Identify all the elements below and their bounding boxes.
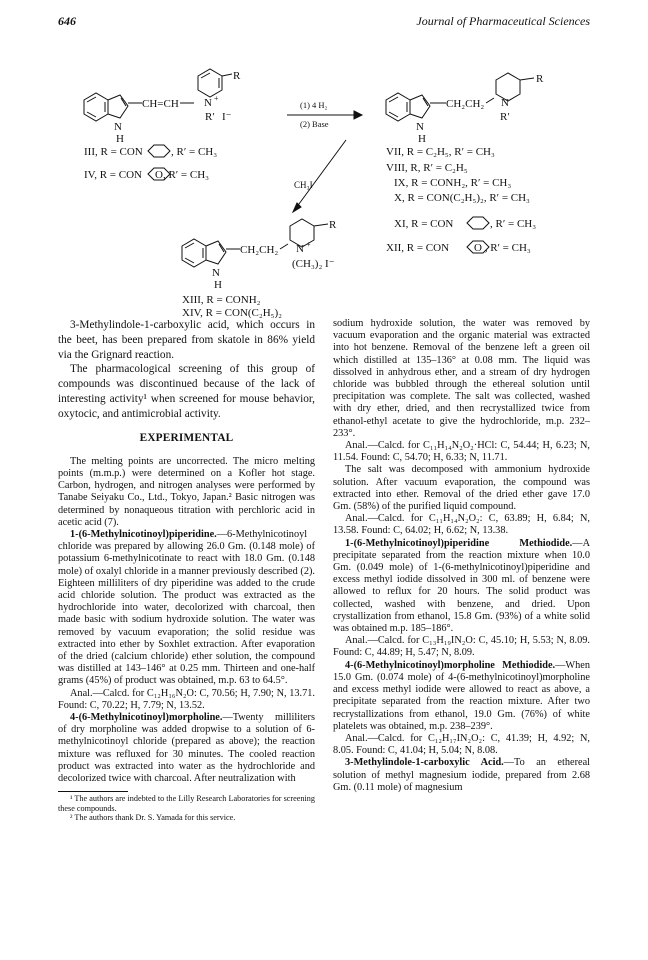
journal-title: Journal of Pharmaceutical Sciences xyxy=(416,14,590,28)
analysis-paragraph: Anal.—Calcd. for C₁₁H₁₄N₂O₂: C, 63.89; H, 6.84; N, 13.58. Found: C, 64.02; H, 6.62; N, 13.38. xyxy=(333,513,590,537)
footnote-rule xyxy=(58,791,128,792)
body-paragraph: 3-Methylindole-1-carboxylic acid, which occurs in the beet, has been prepared from skatole in 86% yield via the Grignard reaction. xyxy=(58,319,315,361)
right-column xyxy=(333,318,590,794)
body-text: —When 15.0 Gm. (0.074 mole) of 4-(6-methylnicotinoyl)morpholine and excess methyl iodide were allowed to react as above, a precipitate separated from the reaction mixture. After two recrystallizations from ethanol, 19.0 Gm. (76%) of white platelets was obtained, m.p. 238–239°. xyxy=(333,659,590,732)
analysis-paragraph: Anal.—Calcd. for C₁₁H₁₄N₂O₂·HCl: C, 54.44; H, 6.23; N, 11.54. Found: C, 54.70; H, 6.33; N, 11.71. xyxy=(333,440,590,464)
analysis-paragraph: Anal.—Calcd. for C₁₃H₁₉IN₂O: C, 45.10; H, 5.53; N, 8.09. Found: C, 44.89; H, 5.47; N, 8.09. xyxy=(333,635,590,659)
body-paragraph: sodium hydroxide solution, the water was removed by vacuum evaporation and the organic material was extracted into hot benzene. Removal of the benzene left a green oil which distilled at 135–136° at 0.08 mm. The liquid was dissolved in anhydrous ether, and a stream of dry hydrogen chloride was bubbled through the ethereal solution until precipitation was complete. The salt was collected, washed with dry ether, dried, and then recrystallized twice from ethanol-ethyl acetate to give the hydrochloride, m.p. 232–233°. xyxy=(333,318,590,439)
footnote: ² The authors thank Dr. S. Yamada for this service. xyxy=(70,813,236,823)
n-label: N xyxy=(501,97,509,109)
subsection-title: 4-(6-Methylnicotinoyl)morpholine. xyxy=(70,712,223,724)
body-text: —Twenty milliliters of dry morpholine was added dropwise to a solution of 6-methylnicotinoyl chloride (prepared as above); the reaction mixture was refluxed for 30 minutes. The cooled reaction product was extracted into water as the hydrochloride and decolorized twice with charcoal. After neutralization with xyxy=(58,712,315,785)
compound-label: XI, R = CON xyxy=(394,218,454,230)
body-text: —To an ethereal solution of methyl magnesium iodide, prepared from 2.68 Gm. (0.11 mole) of magnesium xyxy=(333,757,590,793)
compound-label: IX, R = CONH₂, R′ = CH₃ xyxy=(394,177,512,189)
compound-label: X, R = CON(C₂H₅)₂, R′ = CH₃ xyxy=(394,192,530,204)
body-text: —6-Methylnicotinoyl chloride was prepared by allowing 26.0 Gm. (0.148 mole) of potassium 6-methylnicotinate to react with 18.0 Gm. (0.148 mole) of oxalyl chloride in a manner previously described (2). Eighteen milliliters of dry piperidine was added to the crude acid chloride solution. The product was extracted as the hydrochloride into water, decolorized with charcoal, then made basic with sodium hydroxide solution. The water was removed by vacuum evaporation; the solid residue was extracted into ether by Soxhlet extraction. After evaporation of the dried (calcium chloride) ether solution, the compound was distilled at 143–146° at 0.25 mm. Thirteen and one-half grams (45%) of product was obtained, m.p. 63 to 64.5°. xyxy=(58,529,315,687)
compound-label: VII, R = C₂H₅, R′ = CH₃ xyxy=(386,146,495,158)
compound-label: , R′ = CH₃ xyxy=(171,146,218,158)
iodide-label: I⁻ xyxy=(222,111,232,123)
reagent-label: CH₃I xyxy=(294,180,313,190)
analysis-paragraph: Anal.—Calcd. for C₁₂H₁₆N₂O: C, 70.56; H, 7.90; N, 13.71. Found: C, 70.22; H, 7.79; N, 13.52. xyxy=(58,687,315,711)
compound-label: III, R = CON xyxy=(84,146,143,158)
r-label: R xyxy=(536,73,544,85)
analysis-paragraph: Anal.—Calcd. for C₁₂H₁₇IN₂O₂: C, 41.39; H, 4.92; N, 8.05. Found: C, 41.04; H, 5.04; N, 8.08. xyxy=(333,732,590,757)
compound-label: O , R′ = CH₃ xyxy=(474,242,531,254)
nh-label: N xyxy=(416,121,424,133)
methylation-arrow xyxy=(296,140,346,208)
r-label: R xyxy=(233,70,241,82)
arrow-step1: (1) 4 H₂ xyxy=(300,100,328,110)
n-plus-label: N xyxy=(296,243,304,255)
body-paragraph: The melting points are uncorrected. The micro melting points (m.m.p.) were determined on a Kofler hot stage. Carbon, hydrogen, and nitrogen analyses were performed by Tanabe Seiyaku Co., Ltd., Tokyo, Japan.² Basic nitrogen was determined by nonaqueous titration with perchloric acid in acetic acid (7). xyxy=(58,455,315,528)
vinyl-label: CH=CH xyxy=(142,98,179,110)
r-prime-label: R′ xyxy=(205,111,215,123)
h-label: H xyxy=(116,133,124,145)
page-number: 646 xyxy=(58,14,76,28)
body-paragraph: The pharmacological screening of this group of compounds was discontinued because of the lack of interesting activity¹ when screened for mouse behavior, oxytocic, and antimicrobial activity. xyxy=(58,363,315,420)
arrow-step2: (2) Base xyxy=(300,119,329,129)
compound-label: XIII, R = CONH₂ xyxy=(182,294,261,306)
compound-label: XIV, R = CON(C₂H₅)₂ xyxy=(182,307,283,318)
left-column xyxy=(58,318,315,823)
reaction-scheme xyxy=(0,0,648,318)
subsection-title: 1-(6-Methylnicotinoyl)piperidine Methiodide. xyxy=(345,537,573,549)
piperidine-ring-icon xyxy=(148,145,170,157)
svg-text:+: + xyxy=(306,240,311,249)
methyls-label: (CH₃)₂ I⁻ xyxy=(292,258,335,270)
r-label: R xyxy=(329,219,337,231)
r-prime-label: R′ xyxy=(500,111,510,123)
pyridinium-ring xyxy=(198,69,232,97)
subsection-title: 4-(6-Methylnicotinoyl)morpholine Methiodide. xyxy=(345,659,556,671)
piperidine-ring-icon xyxy=(467,217,489,229)
subsection-title: 3-Methylindole-1-carboxylic Acid. xyxy=(345,757,504,769)
svg-text:+: + xyxy=(214,94,219,103)
section-heading: EXPERIMENTAL xyxy=(139,431,234,444)
compound-label: O, R′ = CH₃ xyxy=(155,169,210,181)
ethyl-label: CH₂CH₂ xyxy=(240,244,279,256)
h-label: H xyxy=(418,133,426,145)
nh-label: N xyxy=(114,121,122,133)
ethyl-label: CH₂CH₂ xyxy=(446,98,485,110)
subsection-title: 1-(6-Methylnicotinoyl)piperidine. xyxy=(70,529,217,540)
compound-label: , R′ = CH₃ xyxy=(490,218,537,230)
n-plus-label: N xyxy=(204,97,212,109)
compound-label: IV, R = CON xyxy=(84,169,142,181)
nh-label: N xyxy=(212,267,220,279)
compound-label: VIII, R, R′ = C₂H₅ xyxy=(386,162,468,174)
h-label: H xyxy=(214,279,222,291)
body-paragraph: The salt was decomposed with ammonium hydroxide solution. After vacuum evaporation, the compound was extracted into ether. Removal of the dried ether gave 17.0 Gm. (58%) of the purified liquid compound. xyxy=(333,464,590,513)
body-text: —A precipitate separated from the reaction mixture when 10.0 Gm. (0.049 mole) of 1-(6-methylnicotinoyl)piperidine and excess methyl iodide dissolved in 300 ml. of benzene were allowed to reflux for 20 hours. The solid product was collected, washed with benzene, and dried. Upon crystallization from ethanol, 15.8 Gm. (93%) of a white solid was obtained m.p. 185–186°. xyxy=(333,537,590,635)
compound-label: XII, R = CON xyxy=(386,242,450,254)
footnote: ¹ The authors are indebted to the Lilly Research Laboratories for screening these compounds. xyxy=(58,794,315,813)
